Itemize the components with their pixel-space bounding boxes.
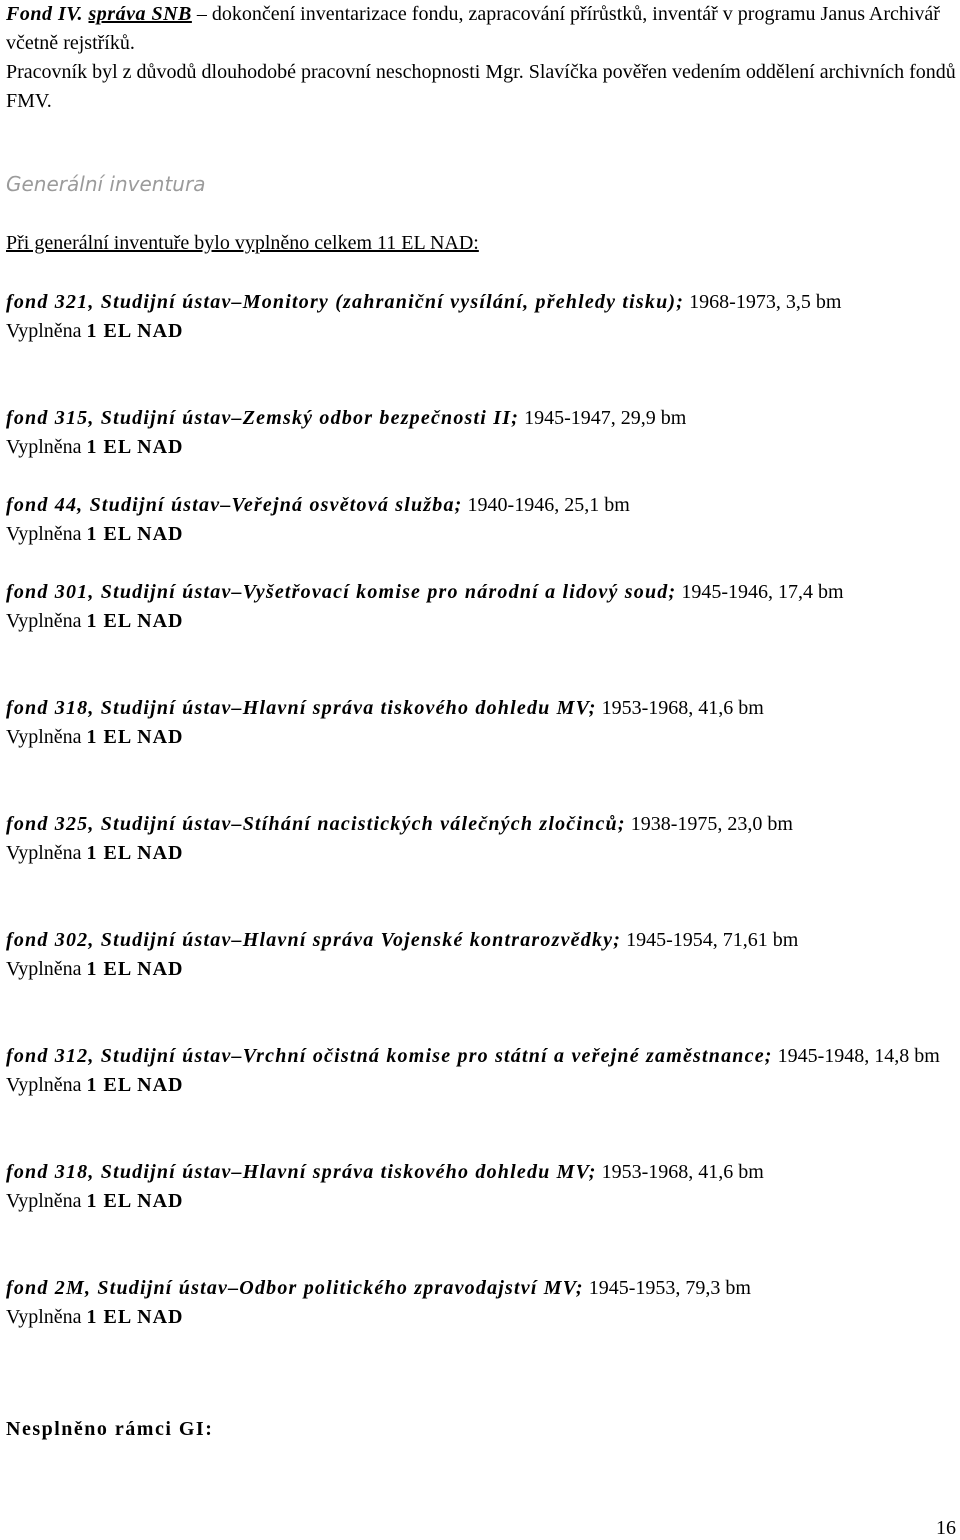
fond-extent: 1968-1973, 3,5 bm xyxy=(684,291,842,313)
filled-label: Vyplněna xyxy=(6,320,87,342)
filled-label: Vyplněna xyxy=(6,523,87,545)
filled-label: Vyplněna xyxy=(6,1190,87,1212)
fond-name: fond 318, Studijní ústav–Hlavní správa tiskového dohledu MV; xyxy=(6,697,597,719)
fond-name: fond 312, Studijní ústav–Vrchní očistná komise pro státní a veřejné zaměstnance; xyxy=(6,1045,773,1067)
fond-name: fond 44, Studijní ústav–Veřejná osvětová služba; xyxy=(6,494,463,516)
fond-name: fond 325, Studijní ústav–Stíhání nacistických válečných zločinců; xyxy=(6,813,626,835)
fond-name: fond 321, Studijní ústav–Monitory (zahraniční vysílání, přehledy tisku); xyxy=(6,291,685,313)
fond-name: fond 302, Studijní ústav–Hlavní správa Vojenské kontrarozvědky; xyxy=(6,929,622,951)
filled-label: Vyplněna xyxy=(6,1074,87,1096)
fond-entry xyxy=(6,578,956,636)
filled-label: Vyplněna xyxy=(6,436,87,458)
filled-status xyxy=(6,520,956,549)
fond-entry xyxy=(6,288,956,346)
fond-entry xyxy=(6,491,956,549)
unfulfilled-heading: Nesplněno rámci GI: xyxy=(6,1418,214,1440)
fond-entry xyxy=(6,1158,956,1216)
fond-extent: 1940-1946, 25,1 bm xyxy=(462,494,630,516)
filled-value: 1 EL NAD xyxy=(86,1074,184,1096)
fond-name: fond 315, Studijní ústav–Zemský odbor bezpečnosti II; xyxy=(6,407,520,429)
filled-status xyxy=(6,1187,956,1216)
filled-status xyxy=(6,955,956,984)
intro-paragraph xyxy=(6,0,956,116)
filled-label: Vyplněna xyxy=(6,842,87,864)
filled-status xyxy=(6,1071,956,1100)
intro-text-2: Pracovník byl z důvodů dlouhodobé pracovní neschopnosti Mgr. Slavíčka pověřen vedením oddělení archivních fondů FMV. xyxy=(6,61,956,112)
fond-name: fond 2M, Studijní ústav–Odbor politického zpravodajství MV; xyxy=(6,1277,584,1299)
fond-entry xyxy=(6,1042,956,1100)
fond-entry xyxy=(6,810,956,868)
filled-value: 1 EL NAD xyxy=(86,842,184,864)
fond-heading xyxy=(6,3,192,25)
fond-extent: 1945-1947, 29,9 bm xyxy=(519,407,687,429)
filled-label: Vyplněna xyxy=(6,1306,87,1328)
filled-value: 1 EL NAD xyxy=(86,436,184,458)
section-title: Generální inventura xyxy=(6,172,206,196)
fond-entry xyxy=(6,404,956,462)
fond-name: fond 301, Studijní ústav–Vyšetřovací komise pro národní a lidový soud; xyxy=(6,581,677,603)
filled-value: 1 EL NAD xyxy=(86,523,184,545)
summary-line: Při generální inventuře bylo vyplněno celkem 11 EL NAD: xyxy=(6,232,479,254)
filled-status xyxy=(6,723,956,752)
page-number: 16 xyxy=(936,1517,956,1539)
fond-entry xyxy=(6,694,956,752)
filled-value: 1 EL NAD xyxy=(86,958,184,980)
filled-status xyxy=(6,607,956,636)
filled-value: 1 EL NAD xyxy=(86,610,184,632)
fond-extent: 1945-1954, 71,61 bm xyxy=(621,929,799,951)
fond-extent: 1945-1948, 14,8 bm xyxy=(772,1045,940,1067)
filled-label: Vyplněna xyxy=(6,726,87,748)
fond-heading-main: správa SNB xyxy=(88,3,192,25)
fond-extent: 1945-1946, 17,4 bm xyxy=(676,581,844,603)
filled-value: 1 EL NAD xyxy=(86,320,184,342)
filled-value: 1 EL NAD xyxy=(86,726,184,748)
filled-status xyxy=(6,317,956,346)
filled-value: 1 EL NAD xyxy=(86,1306,184,1328)
filled-status xyxy=(6,433,956,462)
fond-entry xyxy=(6,1274,956,1332)
fond-extent: 1938-1975, 23,0 bm xyxy=(625,813,793,835)
filled-status xyxy=(6,1303,956,1332)
fond-extent: 1953-1968, 41,6 bm xyxy=(596,697,764,719)
filled-label: Vyplněna xyxy=(6,958,87,980)
filled-status xyxy=(6,839,956,868)
document-page xyxy=(6,0,956,1539)
filled-value: 1 EL NAD xyxy=(86,1190,184,1212)
fond-extent: 1945-1953, 79,3 bm xyxy=(583,1277,751,1299)
filled-label: Vyplněna xyxy=(6,610,87,632)
fond-extent: 1953-1968, 41,6 bm xyxy=(596,1161,764,1183)
fond-heading-prefix: Fond IV. xyxy=(6,3,89,25)
intro-text: – dokončení inventarizace fondu, zapracování přírůstků, inventář v programu Janus Archivář včetně rejstříků. xyxy=(6,3,940,54)
fond-name: fond 318, Studijní ústav–Hlavní správa tiskového dohledu MV; xyxy=(6,1161,597,1183)
fond-entry xyxy=(6,926,956,984)
